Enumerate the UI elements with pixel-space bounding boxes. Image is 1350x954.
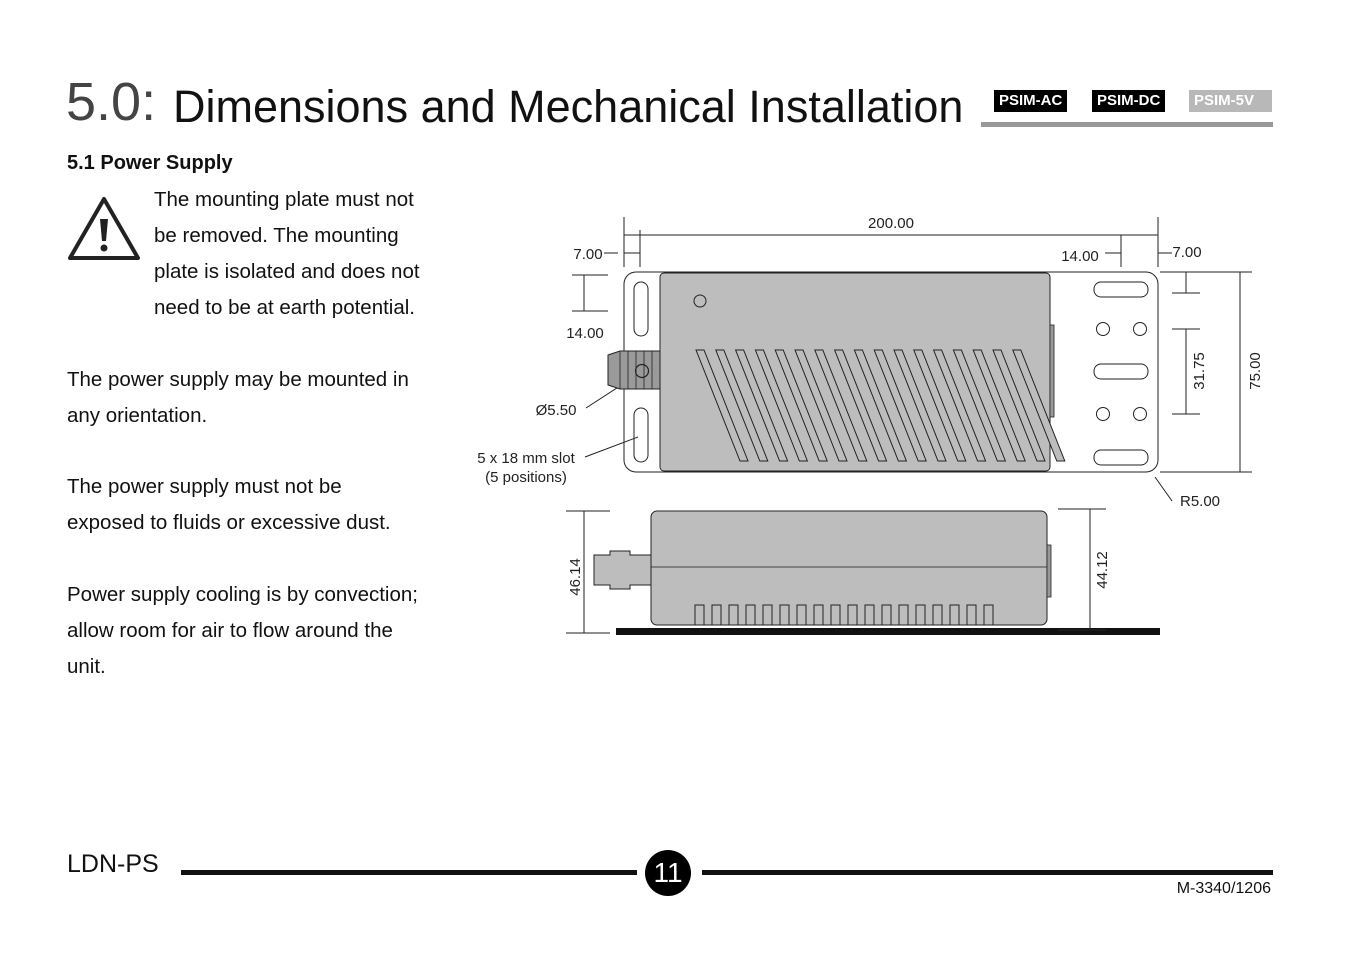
paragraph-fluids — [67, 469, 467, 541]
dim-radius: R5.00 — [1179, 493, 1221, 510]
vent-slot — [916, 605, 925, 625]
slot-positions-label: (5 positions) — [485, 469, 567, 486]
section-heading: 5.1 Power Supply — [67, 152, 233, 174]
page-number: 11 — [645, 850, 691, 896]
footer-rule — [181, 870, 637, 875]
vent-slot — [950, 605, 959, 625]
dim-7-right: 7.00 — [1172, 244, 1202, 261]
paragraph-line: The power supply must not be — [67, 475, 342, 498]
badge-psim-ac: PSIM-AC — [994, 90, 1067, 112]
title-underline — [981, 122, 1273, 127]
paragraph-line: The power supply may be mounted in — [67, 368, 409, 391]
vent-slot — [780, 605, 789, 625]
badge-psim-5v: PSIM-5V — [1189, 90, 1272, 112]
footer-rule — [702, 870, 1273, 875]
vent-slot — [814, 605, 823, 625]
footer-product-name: LDN-PS — [67, 850, 159, 878]
paragraph-line: unit. — [67, 655, 106, 678]
vent-slot — [746, 605, 755, 625]
warning-text — [154, 182, 474, 326]
paragraph-line: exposed to fluids or excessive dust. — [67, 511, 391, 534]
dim-hole-diameter: Ø5.50 — [535, 402, 577, 419]
slot-label: 5 x 18 mm slot — [477, 450, 575, 467]
document-number: M-3340/1206 — [1176, 880, 1271, 897]
mechanical-drawing — [460, 205, 1264, 650]
warning-line: The mounting plate must not — [154, 188, 414, 211]
paragraph-line: allow room for air to flow around the — [67, 619, 393, 642]
warning-line: be removed. The mounting — [154, 224, 399, 247]
vent-slot — [831, 605, 840, 625]
vent-slot — [848, 605, 857, 625]
vent-slot — [695, 605, 704, 625]
vent-slot — [899, 605, 908, 625]
page-title: Dimensions and Mechanical Installation — [173, 81, 964, 132]
dim-46-14: 46.14 — [567, 558, 584, 596]
vent-slot — [967, 605, 976, 625]
dim-7-left: 7.00 — [573, 246, 603, 263]
vent-slot — [933, 605, 942, 625]
dim-44-12: 44.12 — [1094, 551, 1111, 589]
warning-line: plate is isolated and does not — [154, 260, 420, 283]
dim-200: 200.00 — [868, 215, 914, 232]
dim-31-75: 31.75 — [1191, 352, 1208, 390]
dim-14-left: 14.00 — [566, 325, 604, 342]
vent-slot — [865, 605, 874, 625]
vent-slot — [763, 605, 772, 625]
section-number: 5.0: — [66, 72, 157, 132]
paragraph-orientation — [67, 362, 467, 434]
paragraph-line: any orientation. — [67, 404, 208, 427]
paragraph-cooling — [67, 577, 467, 685]
vent-slot — [729, 605, 738, 625]
dim-75: 75.00 — [1247, 352, 1264, 390]
warning-triangle-icon — [66, 195, 142, 268]
warning-line: need to be at earth potential. — [154, 296, 416, 319]
paragraph-line: Power supply cooling is by convection; — [67, 583, 418, 606]
badge-psim-dc: PSIM-DC — [1092, 90, 1165, 112]
dim-14-top-right: 14.00 — [1061, 248, 1099, 265]
vent-slot — [797, 605, 806, 625]
vent-slot — [882, 605, 891, 625]
vent-slot — [984, 605, 993, 625]
vent-slot — [712, 605, 721, 625]
